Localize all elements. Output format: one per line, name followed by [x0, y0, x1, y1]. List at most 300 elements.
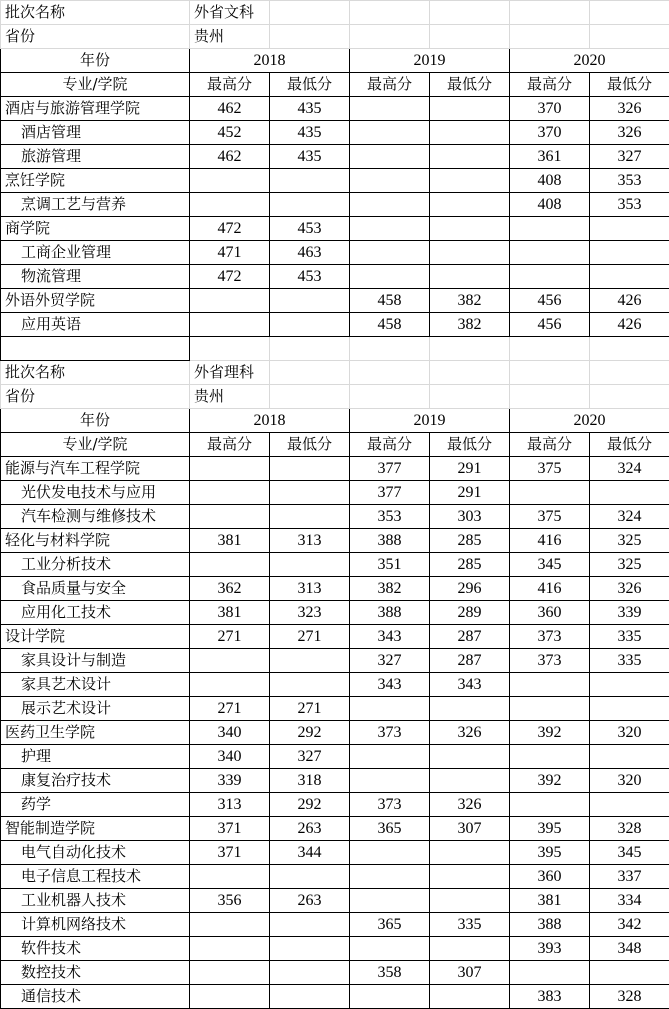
empty-cell[interactable] [1, 337, 190, 361]
score-cell[interactable] [350, 97, 430, 121]
province-label-cell[interactable]: 省份 [1, 385, 190, 409]
major-name-cell[interactable]: 旅游管理 [1, 145, 190, 169]
score-cell[interactable]: 343 [350, 673, 430, 697]
empty-cell[interactable] [430, 25, 510, 49]
max-score-header-cell[interactable]: 最高分 [350, 433, 430, 457]
college-name-cell[interactable]: 医药卫生学院 [1, 721, 190, 745]
empty-cell[interactable] [510, 25, 590, 49]
year-cell-2019[interactable]: 2019 [350, 409, 510, 433]
score-cell[interactable] [270, 913, 350, 937]
max-score-header-cell[interactable]: 最高分 [190, 433, 270, 457]
score-cell[interactable]: 324 [590, 505, 669, 529]
score-cell[interactable] [430, 169, 510, 193]
score-cell[interactable] [270, 865, 350, 889]
major-college-header-cell[interactable]: 专业/学院 [1, 433, 190, 457]
major-name-cell[interactable]: 电子信息工程技术 [1, 865, 190, 889]
score-cell[interactable] [590, 241, 669, 265]
score-cell[interactable] [350, 217, 430, 241]
score-cell[interactable] [190, 313, 270, 337]
score-cell[interactable]: 271 [190, 625, 270, 649]
score-cell[interactable]: 325 [590, 529, 669, 553]
score-cell[interactable]: 463 [270, 241, 350, 265]
score-cell[interactable] [590, 961, 669, 985]
max-score-header-cell[interactable]: 最高分 [510, 433, 590, 457]
score-cell[interactable]: 388 [350, 601, 430, 625]
score-cell[interactable]: 362 [190, 577, 270, 601]
score-cell[interactable]: 435 [270, 97, 350, 121]
major-name-cell[interactable]: 康复治疗技术 [1, 769, 190, 793]
score-cell[interactable]: 371 [190, 841, 270, 865]
score-cell[interactable]: 453 [270, 265, 350, 289]
score-cell[interactable]: 263 [270, 817, 350, 841]
score-cell[interactable] [510, 481, 590, 505]
empty-cell[interactable] [270, 385, 350, 409]
score-cell[interactable]: 375 [510, 457, 590, 481]
score-cell[interactable] [270, 457, 350, 481]
major-name-cell[interactable]: 软件技术 [1, 937, 190, 961]
batch-label-cell[interactable]: 批次名称 [1, 1, 190, 25]
score-cell[interactable]: 307 [430, 961, 510, 985]
empty-cell[interactable] [350, 337, 430, 361]
major-name-cell[interactable]: 应用英语 [1, 313, 190, 337]
score-cell[interactable] [430, 841, 510, 865]
empty-cell[interactable] [270, 1, 350, 25]
score-cell[interactable] [190, 481, 270, 505]
score-cell[interactable] [350, 169, 430, 193]
major-name-cell[interactable]: 展示艺术设计 [1, 697, 190, 721]
score-cell[interactable] [350, 121, 430, 145]
score-cell[interactable]: 340 [190, 721, 270, 745]
score-cell[interactable]: 416 [510, 577, 590, 601]
min-score-header-cell[interactable]: 最低分 [270, 73, 350, 97]
score-cell[interactable]: 456 [510, 289, 590, 313]
score-cell[interactable]: 327 [270, 745, 350, 769]
major-name-cell[interactable]: 汽车检测与维修技术 [1, 505, 190, 529]
score-cell[interactable]: 313 [190, 793, 270, 817]
college-row [1, 817, 669, 841]
score-cell[interactable] [590, 481, 669, 505]
major-name-cell[interactable]: 计算机网络技术 [1, 913, 190, 937]
score-cell[interactable]: 458 [350, 313, 430, 337]
major-row [1, 481, 669, 505]
college-row [1, 169, 669, 193]
score-cell[interactable]: 313 [270, 529, 350, 553]
score-cell[interactable] [590, 265, 669, 289]
score-cell[interactable] [270, 505, 350, 529]
score-cell[interactable]: 353 [590, 193, 669, 217]
score-cell[interactable]: 343 [430, 673, 510, 697]
empty-cell[interactable] [510, 337, 590, 361]
score-cell[interactable]: 365 [350, 817, 430, 841]
score-cell[interactable] [350, 985, 430, 1009]
empty-cell[interactable] [430, 1, 510, 25]
score-cell[interactable] [350, 841, 430, 865]
score-cell[interactable]: 375 [510, 505, 590, 529]
score-cell[interactable] [430, 865, 510, 889]
score-cell[interactable]: 287 [430, 649, 510, 673]
score-cell[interactable] [510, 961, 590, 985]
empty-cell[interactable] [590, 1, 669, 25]
empty-cell[interactable] [430, 337, 510, 361]
score-cell[interactable]: 335 [590, 625, 669, 649]
score-cell[interactable]: 328 [590, 985, 669, 1009]
major-name-cell[interactable]: 药学 [1, 793, 190, 817]
score-cell[interactable]: 292 [270, 721, 350, 745]
score-cell[interactable]: 360 [510, 601, 590, 625]
score-cell[interactable]: 381 [510, 889, 590, 913]
score-cell[interactable] [590, 745, 669, 769]
score-cell[interactable]: 388 [510, 913, 590, 937]
score-cell[interactable]: 337 [590, 865, 669, 889]
score-cell[interactable]: 472 [190, 265, 270, 289]
score-cell[interactable]: 356 [190, 889, 270, 913]
empty-cell[interactable] [430, 361, 510, 385]
score-cell[interactable]: 287 [430, 625, 510, 649]
score-cell[interactable]: 327 [350, 649, 430, 673]
score-cell[interactable] [510, 265, 590, 289]
score-cell[interactable]: 344 [270, 841, 350, 865]
score-cell[interactable]: 373 [510, 625, 590, 649]
empty-cell[interactable] [510, 361, 590, 385]
score-cell[interactable]: 361 [510, 145, 590, 169]
score-cell[interactable]: 285 [430, 553, 510, 577]
batch-row [1, 1, 669, 25]
max-score-header-cell[interactable]: 最高分 [510, 73, 590, 97]
score-cell[interactable]: 370 [510, 97, 590, 121]
major-name-cell[interactable]: 光伏发电技术与应用 [1, 481, 190, 505]
score-cell[interactable] [350, 937, 430, 961]
score-cell[interactable] [350, 889, 430, 913]
score-cell[interactable] [510, 241, 590, 265]
score-cell[interactable]: 353 [590, 169, 669, 193]
score-cell[interactable]: 382 [350, 577, 430, 601]
empty-cell[interactable] [350, 385, 430, 409]
score-cell[interactable]: 307 [430, 817, 510, 841]
college-name-cell[interactable]: 酒店与旅游管理学院 [1, 97, 190, 121]
score-cell[interactable] [270, 313, 350, 337]
score-cell[interactable] [430, 265, 510, 289]
college-row [1, 289, 669, 313]
score-cell[interactable]: 328 [590, 817, 669, 841]
score-cell[interactable]: 373 [350, 793, 430, 817]
major-name-cell[interactable]: 电气自动化技术 [1, 841, 190, 865]
score-cell[interactable] [270, 937, 350, 961]
empty-cell[interactable] [270, 361, 350, 385]
major-row [1, 193, 669, 217]
score-cell[interactable]: 392 [510, 721, 590, 745]
college-name-cell[interactable]: 智能制造学院 [1, 817, 190, 841]
score-cell[interactable] [350, 241, 430, 265]
score-cell[interactable]: 435 [270, 121, 350, 145]
score-cell[interactable] [350, 865, 430, 889]
major-name-cell[interactable]: 数控技术 [1, 961, 190, 985]
score-cell[interactable] [430, 697, 510, 721]
score-cell[interactable] [590, 793, 669, 817]
score-cell[interactable]: 326 [590, 121, 669, 145]
score-cell[interactable]: 271 [270, 697, 350, 721]
score-cell[interactable]: 373 [350, 721, 430, 745]
score-cell[interactable]: 292 [270, 793, 350, 817]
score-cell[interactable]: 345 [510, 553, 590, 577]
min-score-header-cell[interactable]: 最低分 [590, 433, 669, 457]
score-cell[interactable]: 296 [430, 577, 510, 601]
score-cell[interactable]: 416 [510, 529, 590, 553]
major-row [1, 865, 669, 889]
score-cell[interactable] [430, 217, 510, 241]
empty-cell[interactable] [270, 25, 350, 49]
score-cell[interactable] [430, 193, 510, 217]
score-cell[interactable] [190, 553, 270, 577]
score-cell[interactable]: 370 [510, 121, 590, 145]
score-cell[interactable]: 377 [350, 457, 430, 481]
college-row [1, 721, 669, 745]
year-header-cell[interactable]: 年份 [1, 409, 190, 433]
score-cell[interactable]: 381 [190, 601, 270, 625]
score-cell[interactable] [430, 769, 510, 793]
min-score-header-cell[interactable]: 最低分 [270, 433, 350, 457]
score-cell[interactable] [430, 937, 510, 961]
score-cell[interactable] [510, 745, 590, 769]
score-cell[interactable]: 348 [590, 937, 669, 961]
empty-cell[interactable] [270, 337, 350, 361]
score-cell[interactable]: 335 [590, 649, 669, 673]
province-label-cell[interactable]: 省份 [1, 25, 190, 49]
score-cell[interactable]: 456 [510, 313, 590, 337]
empty-cell[interactable] [510, 1, 590, 25]
score-cell[interactable]: 289 [430, 601, 510, 625]
score-cell[interactable]: 408 [510, 169, 590, 193]
college-name-cell[interactable]: 烹饪学院 [1, 169, 190, 193]
score-cell[interactable]: 326 [590, 577, 669, 601]
score-cell[interactable] [430, 121, 510, 145]
score-cell[interactable] [510, 217, 590, 241]
max-score-header-cell[interactable]: 最高分 [190, 73, 270, 97]
score-cell[interactable]: 358 [350, 961, 430, 985]
min-score-header-cell[interactable]: 最低分 [590, 73, 669, 97]
score-cell[interactable]: 365 [350, 913, 430, 937]
score-cell[interactable] [190, 169, 270, 193]
college-name-cell[interactable]: 外语外贸学院 [1, 289, 190, 313]
score-cell[interactable]: 458 [350, 289, 430, 313]
year-cell-2019[interactable]: 2019 [350, 49, 510, 73]
score-cell[interactable] [350, 769, 430, 793]
score-cell[interactable]: 285 [430, 529, 510, 553]
college-row [1, 97, 669, 121]
score-cell[interactable] [350, 193, 430, 217]
province-value-cell[interactable]: 贵州 [190, 385, 270, 409]
year-header-cell[interactable]: 年份 [1, 49, 190, 73]
score-cell[interactable] [270, 169, 350, 193]
score-cell[interactable]: 271 [190, 697, 270, 721]
score-cell[interactable] [430, 745, 510, 769]
score-cell[interactable]: 325 [590, 553, 669, 577]
score-cell[interactable] [270, 193, 350, 217]
score-cell[interactable] [270, 649, 350, 673]
empty-cell[interactable] [590, 337, 669, 361]
score-cell[interactable]: 291 [430, 457, 510, 481]
score-cell[interactable]: 340 [190, 745, 270, 769]
batch-row [1, 361, 669, 385]
major-name-cell[interactable]: 烹调工艺与营养 [1, 193, 190, 217]
batch-label-cell[interactable]: 批次名称 [1, 361, 190, 385]
major-name-cell[interactable]: 酒店管理 [1, 121, 190, 145]
score-cell[interactable]: 334 [590, 889, 669, 913]
empty-cell[interactable] [190, 337, 270, 361]
score-cell[interactable] [510, 697, 590, 721]
score-cell[interactable] [350, 265, 430, 289]
score-cell[interactable] [190, 289, 270, 313]
score-cell[interactable]: 426 [590, 313, 669, 337]
major-name-cell[interactable]: 工业分析技术 [1, 553, 190, 577]
empty-cell[interactable] [350, 1, 430, 25]
major-name-cell[interactable]: 通信技术 [1, 985, 190, 1009]
college-name-cell[interactable]: 轻化与材料学院 [1, 529, 190, 553]
empty-cell[interactable] [350, 25, 430, 49]
score-cell[interactable]: 388 [350, 529, 430, 553]
score-cell[interactable] [590, 697, 669, 721]
score-cell[interactable]: 393 [510, 937, 590, 961]
score-cell[interactable]: 472 [190, 217, 270, 241]
score-cell[interactable]: 324 [590, 457, 669, 481]
score-cell[interactable]: 345 [590, 841, 669, 865]
score-cell[interactable] [190, 193, 270, 217]
college-name-cell[interactable]: 设计学院 [1, 625, 190, 649]
score-cell[interactable]: 395 [510, 841, 590, 865]
min-score-header-cell[interactable]: 最低分 [430, 433, 510, 457]
score-cell[interactable] [270, 961, 350, 985]
score-cell[interactable]: 392 [510, 769, 590, 793]
score-cell[interactable] [590, 217, 669, 241]
score-cell[interactable] [430, 889, 510, 913]
score-cell[interactable] [270, 481, 350, 505]
empty-cell[interactable] [590, 361, 669, 385]
score-cell[interactable] [350, 697, 430, 721]
year-cell-2018[interactable]: 2018 [190, 409, 350, 433]
score-cell[interactable]: 271 [270, 625, 350, 649]
score-cell[interactable]: 360 [510, 865, 590, 889]
score-cell[interactable]: 408 [510, 193, 590, 217]
score-cell[interactable]: 435 [270, 145, 350, 169]
score-cell[interactable]: 320 [590, 721, 669, 745]
score-cell[interactable] [510, 673, 590, 697]
score-cell[interactable]: 351 [350, 553, 430, 577]
score-cell[interactable]: 462 [190, 97, 270, 121]
score-cell[interactable]: 462 [190, 145, 270, 169]
score-cell[interactable]: 353 [350, 505, 430, 529]
score-cell[interactable]: 339 [590, 601, 669, 625]
score-cell[interactable] [350, 745, 430, 769]
score-cell[interactable]: 291 [430, 481, 510, 505]
score-cell[interactable]: 395 [510, 817, 590, 841]
min-score-header-cell[interactable]: 最低分 [430, 73, 510, 97]
batch-value-cell[interactable]: 外省文科 [190, 1, 270, 25]
score-cell[interactable] [190, 673, 270, 697]
year-cell-2020[interactable]: 2020 [510, 409, 669, 433]
score-cell[interactable] [270, 553, 350, 577]
score-cell[interactable] [190, 457, 270, 481]
batch-value-cell[interactable]: 外省理科 [190, 361, 270, 385]
score-cell[interactable]: 318 [270, 769, 350, 793]
score-cell[interactable] [190, 649, 270, 673]
score-cell[interactable]: 381 [190, 529, 270, 553]
score-cell[interactable]: 335 [430, 913, 510, 937]
score-cell[interactable] [190, 865, 270, 889]
score-cell[interactable]: 452 [190, 121, 270, 145]
score-cell[interactable] [510, 793, 590, 817]
score-cell[interactable]: 371 [190, 817, 270, 841]
major-row [1, 649, 669, 673]
province-value-cell[interactable]: 贵州 [190, 25, 270, 49]
year-header-row [1, 49, 669, 73]
college-name-cell[interactable]: 商学院 [1, 217, 190, 241]
score-cell[interactable] [190, 913, 270, 937]
score-cell[interactable]: 327 [590, 145, 669, 169]
score-cell[interactable] [190, 985, 270, 1009]
score-cell[interactable]: 339 [190, 769, 270, 793]
score-cell[interactable] [430, 241, 510, 265]
college-name-cell[interactable]: 能源与汽车工程学院 [1, 457, 190, 481]
score-cell[interactable]: 326 [590, 97, 669, 121]
empty-cell[interactable] [350, 361, 430, 385]
score-cell[interactable] [430, 985, 510, 1009]
score-cell[interactable] [190, 505, 270, 529]
year-cell-2018[interactable]: 2018 [190, 49, 350, 73]
major-name-cell[interactable]: 护理 [1, 745, 190, 769]
score-cell[interactable] [590, 673, 669, 697]
score-cell[interactable] [190, 937, 270, 961]
score-cell[interactable]: 382 [430, 313, 510, 337]
score-cell[interactable]: 342 [590, 913, 669, 937]
empty-cell[interactable] [590, 385, 669, 409]
major-name-cell[interactable]: 物流管理 [1, 265, 190, 289]
year-cell-2020[interactable]: 2020 [510, 49, 669, 73]
empty-cell[interactable] [430, 385, 510, 409]
score-cell[interactable]: 471 [190, 241, 270, 265]
major-college-header-cell[interactable]: 专业/学院 [1, 73, 190, 97]
score-cell[interactable]: 426 [590, 289, 669, 313]
score-cell[interactable]: 453 [270, 217, 350, 241]
score-cell[interactable]: 320 [590, 769, 669, 793]
score-cell[interactable]: 343 [350, 625, 430, 649]
score-cell[interactable]: 323 [270, 601, 350, 625]
score-cell[interactable] [270, 985, 350, 1009]
major-name-cell[interactable]: 食品质量与安全 [1, 577, 190, 601]
score-cell[interactable] [270, 289, 350, 313]
major-name-cell[interactable]: 家具艺术设计 [1, 673, 190, 697]
score-cell[interactable]: 326 [430, 793, 510, 817]
max-score-header-cell[interactable]: 最高分 [350, 73, 430, 97]
score-cell[interactable]: 313 [270, 577, 350, 601]
score-cell[interactable] [270, 673, 350, 697]
score-cell[interactable]: 383 [510, 985, 590, 1009]
score-cell[interactable] [430, 97, 510, 121]
major-name-cell[interactable]: 应用化工技术 [1, 601, 190, 625]
score-cell[interactable] [190, 961, 270, 985]
major-name-cell[interactable]: 家具设计与制造 [1, 649, 190, 673]
major-name-cell[interactable]: 工业机器人技术 [1, 889, 190, 913]
score-cell[interactable]: 373 [510, 649, 590, 673]
score-cell[interactable]: 326 [430, 721, 510, 745]
score-cell[interactable] [430, 145, 510, 169]
score-cell[interactable] [350, 145, 430, 169]
score-cell[interactable]: 382 [430, 289, 510, 313]
score-cell[interactable]: 263 [270, 889, 350, 913]
empty-cell[interactable] [590, 25, 669, 49]
major-name-cell[interactable]: 工商企业管理 [1, 241, 190, 265]
score-cell[interactable]: 303 [430, 505, 510, 529]
score-cell[interactable]: 377 [350, 481, 430, 505]
empty-cell[interactable] [510, 385, 590, 409]
